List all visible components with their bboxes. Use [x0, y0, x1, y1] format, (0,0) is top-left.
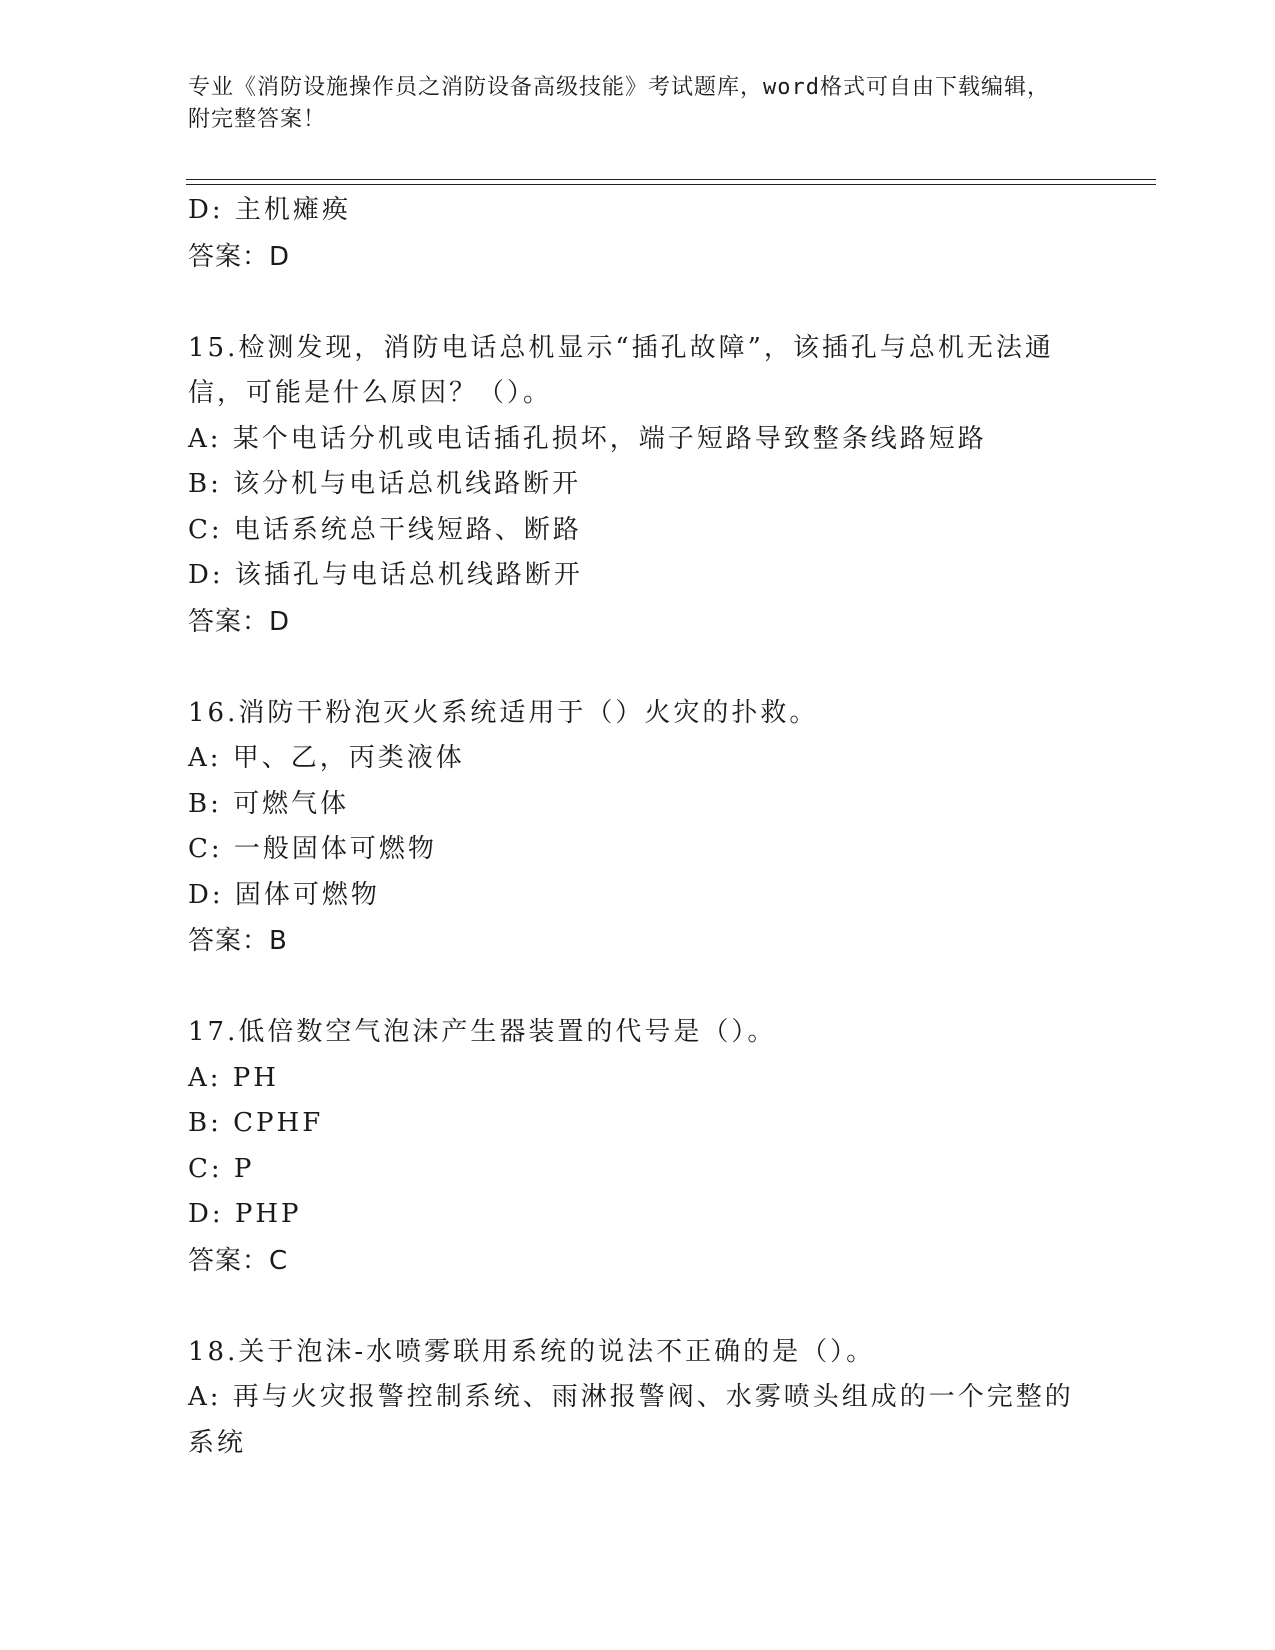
- option-d: D: PHP: [188, 1199, 302, 1229]
- option-b: B: 可燃气体: [188, 788, 350, 819]
- spacer: [188, 280, 1088, 326]
- option-c: C: 电话系统总干线短路、断路: [188, 514, 582, 545]
- question-18: [188, 1330, 1088, 1467]
- spacer: [188, 1284, 1088, 1330]
- question-stem: 17.低倍数空气泡沫产生器装置的代号是（）。: [188, 1017, 777, 1047]
- question-17: [188, 1010, 1088, 1284]
- answer: 答案：D: [188, 241, 291, 272]
- question-stem: 16.消防干粉泡灭火系统适用于（）火灾的扑救。: [188, 697, 819, 728]
- header-rule-top: [186, 179, 1156, 180]
- question-15: [188, 326, 1088, 645]
- option-d: D: 该插孔与电话总机线路断开: [188, 560, 583, 590]
- option-a: A: 再与火灾报警控制系统、雨淋报警阀、水雾喷头组成的一个完整的系统: [188, 1382, 1074, 1458]
- option-b: B: 该分机与电话总机线路断开: [188, 469, 582, 499]
- question-stem: 18.关于泡沫-水喷雾联用系统的说法不正确的是（）。: [188, 1336, 876, 1367]
- option-d: D: 主机瘫痪: [188, 195, 351, 225]
- page-header-text: 专业《消防设施操作员之消防设备高级技能》考试题库，word格式可自由下载编辑，附完整答案！: [188, 75, 1050, 132]
- option-a: A: 甲、乙，丙类液体: [188, 743, 465, 773]
- option-b: B: CPHF: [188, 1108, 324, 1138]
- option-c: C: 一般固体可燃物: [188, 834, 437, 864]
- question-16: [188, 691, 1088, 965]
- answer: 答案：C: [188, 1245, 289, 1276]
- spacer: [188, 964, 1088, 1010]
- header-rule-bottom: [186, 184, 1156, 185]
- option-a: A: PH: [188, 1062, 279, 1093]
- answer: 答案：B: [188, 926, 288, 956]
- question-stem: 15.检测发现，消防电话总机显示“插孔故障”，该插孔与总机无法通信，可能是什么原因？（）。: [188, 332, 1054, 408]
- option-a: A: 某个电话分机或电话插孔损坏，端子短路导致整条线路短路: [188, 423, 987, 454]
- option-c: C: P: [188, 1153, 255, 1184]
- option-d: D: 固体可燃物: [188, 879, 380, 910]
- question-content: [188, 188, 1088, 1466]
- answer: 答案：D: [188, 606, 291, 637]
- spacer: [188, 645, 1088, 691]
